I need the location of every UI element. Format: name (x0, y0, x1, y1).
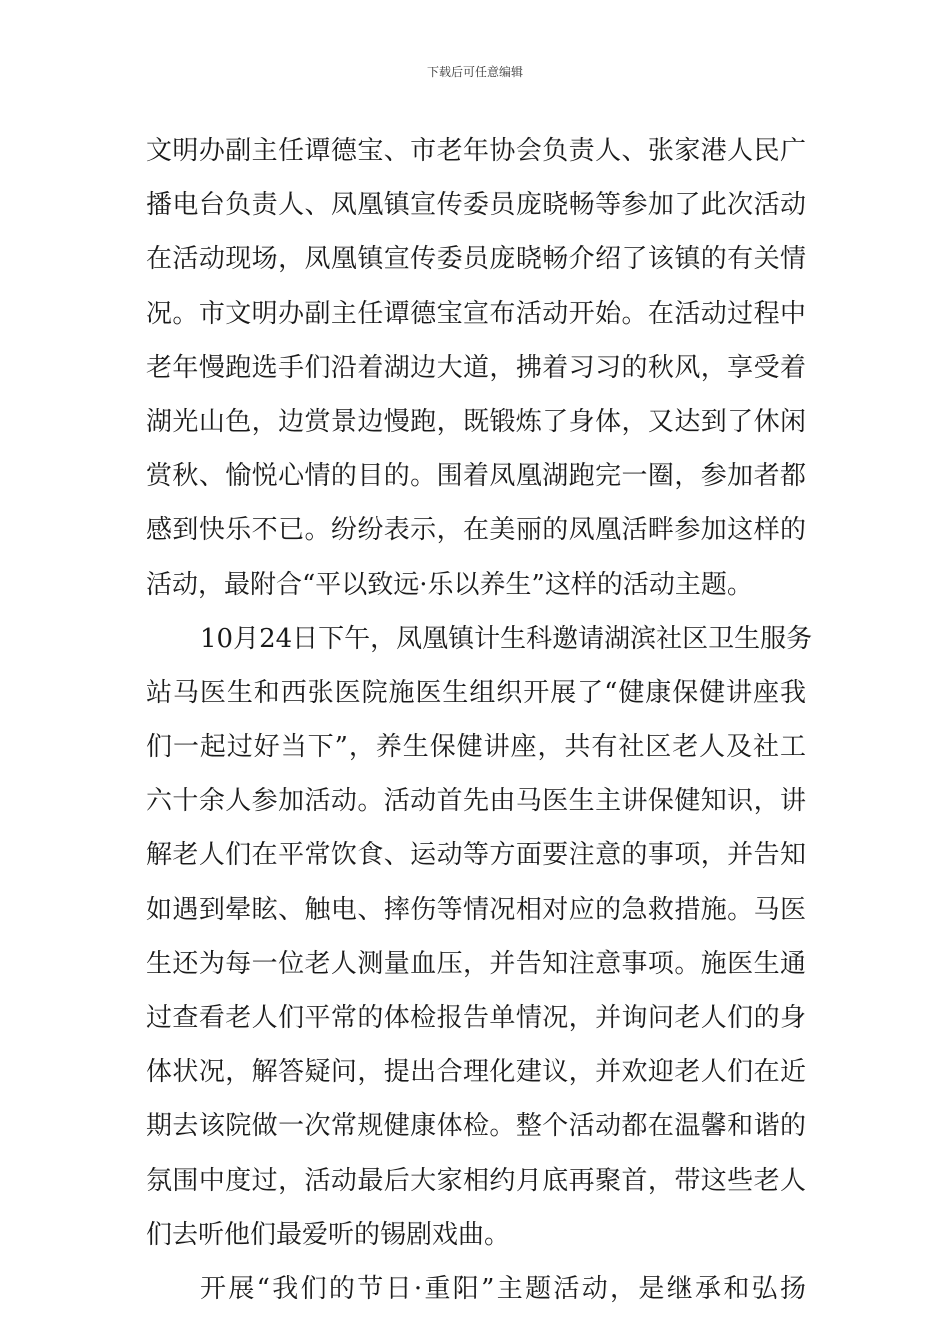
text-line: 体状况，解答疑问，提出合理化建议，并欢迎老人们在近 (146, 1057, 806, 1088)
text-line: 文明办副主任谭德宝、市老年协会负责人、张家港人民广 (146, 136, 806, 166)
text-line: 生还为每一位老人测量血压，并告知注意事项。施医生通 (146, 948, 806, 979)
text-line: 站马医生和西张医院施医生组织开展了“健康保健讲座我 (146, 677, 806, 708)
text-line: 期去该院做一次常规健康体检。整个活动都在温馨和谐的 (146, 1111, 806, 1142)
text-line: 湖光山色，边赏景边慢跑，既锻炼了身体，又达到了休闲 (146, 406, 806, 437)
text-line: 氛围中度过，活动最后大家相约月底再聚首，带这些老人 (146, 1165, 806, 1196)
text-line: 活动，最附合“平以致远·乐以养生”这样的活动主题。 (146, 569, 753, 600)
text-line: 开展“我们的节日·重阳”主题活动，是继承和弘扬 (200, 1273, 806, 1304)
text-line: 赏秋、愉悦心情的目的。围着凤凰湖跑完一圈，参加者都 (146, 461, 806, 492)
text-line: 们去听他们最爱听的锡剧戏曲。 (146, 1219, 511, 1250)
text-line: 况。市文明办副主任谭德宝宣布活动开始。在活动过程中 (146, 298, 806, 329)
text-line: 六十余人参加活动。活动首先由马医生主讲保健知识，讲 (146, 786, 806, 817)
text-line: 老年慢跑选手们沿着湖边大道，拂着习习的秋风，享受着 (146, 352, 806, 383)
text-line: 播电台负责人、凤凰镇宣传委员庞晓畅等参加了此次活动 (146, 190, 806, 221)
text-line: 解老人们在平常饮食、运动等方面要注意的事项，并告知 (146, 840, 806, 871)
page-header: 下载后可任意编辑 (426, 65, 523, 79)
text-line: 感到快乐不已。纷纷表示，在美丽的凤凰活畔参加这样的 (146, 515, 806, 546)
text-line: 们一起过好当下”，养生保健讲座，共有社区老人及社工 (146, 732, 806, 763)
text-line: 如遇到晕眩、触电、摔伤等情况相对应的急救措施。马医 (146, 894, 806, 925)
text-line: 在活动现场，凤凰镇宣传委员庞晓畅介绍了该镇的有关情 (146, 244, 806, 275)
text-line: 过查看老人们平常的体检报告单情况，并询问老人们的身 (146, 1003, 806, 1033)
text-line: 10月24日下午，凤凰镇计生科邀请湖滨社区卫生服务 (200, 623, 813, 654)
document-body (146, 124, 813, 1316)
